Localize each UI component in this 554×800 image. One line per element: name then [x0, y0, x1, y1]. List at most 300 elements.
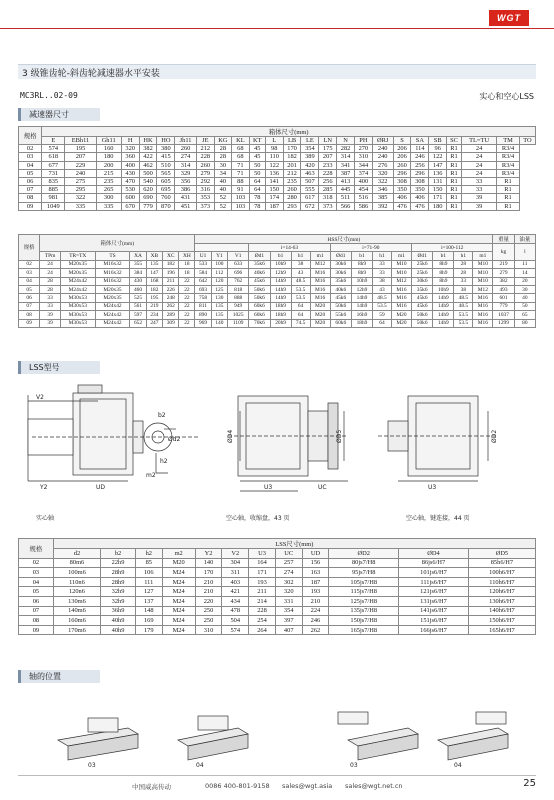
shaft-position-diagrams — [18, 690, 536, 770]
value-cell: 430 — [121, 169, 139, 177]
value-cell: 215 — [96, 169, 121, 177]
value-cell: 211 — [163, 277, 179, 285]
column-header: TO — [519, 137, 535, 145]
value-cell: 233 — [319, 161, 337, 169]
column-header: HO — [157, 137, 175, 145]
value-cell: 525 — [130, 294, 146, 302]
column-header: m1 — [310, 252, 330, 260]
value-cell: 100h6/H7 — [468, 568, 535, 578]
value-cell: 32h9 — [101, 596, 136, 606]
value-cell: 121js6/H7 — [399, 587, 469, 597]
value-cell: 652 — [130, 319, 146, 327]
value-cell: 406 — [393, 194, 411, 202]
value-cell: 14h9 — [270, 294, 291, 302]
value-cell: 64 — [249, 186, 265, 194]
value-cell: 130h6/H7 — [468, 596, 535, 606]
column-header: KT — [249, 137, 265, 145]
value-cell: 160 — [96, 145, 121, 153]
value-cell: 106 — [135, 568, 162, 578]
value-cell: 392 — [372, 202, 393, 210]
value-cell: 14h9 — [433, 311, 454, 319]
value-cell: 256 — [319, 177, 337, 185]
table-row — [19, 277, 536, 285]
value-cell: 40 — [214, 186, 231, 194]
value-cell: 605 — [157, 177, 175, 185]
label-d4: ØD4 — [227, 429, 234, 443]
value-cell: 74.5 — [291, 319, 310, 327]
column-header: b1 — [433, 252, 454, 260]
column-header: XA — [130, 252, 146, 260]
value-cell: 387 — [337, 169, 355, 177]
value-cell: 201 — [283, 161, 301, 169]
value-cell: 140m6 — [53, 606, 100, 616]
value-cell: 400 — [354, 177, 372, 185]
value-cell: 24 — [461, 145, 496, 153]
column-header: U1 — [195, 252, 211, 260]
value-cell: 98 — [265, 145, 283, 153]
value-cell: 20h9 — [270, 319, 291, 327]
column-header: XC — [163, 252, 179, 260]
value-cell: 163 — [302, 568, 329, 578]
value-cell: 870 — [157, 202, 175, 210]
value-cell: 248 — [163, 294, 179, 302]
value-cell: 110n6 — [53, 577, 100, 587]
value-cell: 53.5 — [454, 311, 473, 319]
value-cell: 151js6/H7 — [399, 616, 469, 626]
label-d2b: ØD2 — [491, 429, 498, 443]
value-cell: 584 — [195, 269, 211, 277]
value-cell: 309 — [163, 319, 179, 327]
value-cell: 38 — [454, 285, 473, 293]
value-cell: 274 — [275, 568, 302, 578]
value-cell: 182 — [163, 260, 179, 268]
value-cell: M24 — [162, 606, 195, 616]
value-cell: 695 — [157, 186, 175, 194]
value-cell: 182 — [283, 153, 301, 161]
value-cell: M24x42 — [95, 319, 130, 327]
value-cell: 14 — [514, 269, 535, 277]
value-cell: 586 — [354, 202, 372, 210]
value-cell: 103 — [231, 194, 249, 202]
value-cell: 24 — [461, 161, 496, 169]
value-cell: 88 — [231, 177, 249, 185]
column-header: N — [337, 137, 355, 145]
value-cell: 600 — [121, 194, 139, 202]
value-cell: 28h9 — [101, 568, 136, 578]
value-cell: 33 — [461, 177, 496, 185]
value-cell: M20 — [391, 311, 411, 319]
value-cell: 260 — [283, 186, 301, 194]
value-cell: 164 — [249, 558, 276, 568]
value-cell: 45k6 — [330, 294, 351, 302]
size-cell: 05 — [19, 285, 40, 293]
table-row — [19, 311, 536, 319]
label-v2: V2 — [36, 394, 44, 401]
value-cell: R1 — [447, 161, 462, 169]
value-cell: 52 — [214, 194, 231, 202]
value-cell: 28 — [40, 285, 61, 293]
value-cell: 33 — [40, 294, 61, 302]
value-cell: 33 — [40, 302, 61, 310]
value-cell: 413 — [337, 177, 355, 185]
value-cell: M20x35 — [60, 269, 95, 277]
value-cell: 454 — [354, 186, 372, 194]
caption-hollow-key: 空心轴，键连接，44 页 — [406, 515, 470, 522]
value-cell: 33 — [461, 186, 496, 194]
table-row — [19, 616, 536, 626]
value-cell: M30x53 — [60, 302, 95, 310]
column-header: E — [42, 137, 65, 145]
value-cell: 30 — [214, 161, 231, 169]
value-cell: 165js7/H8 — [329, 625, 399, 635]
value-cell: 618 — [42, 153, 65, 161]
value-cell: M16x32 — [95, 269, 130, 277]
value-cell: 156 — [302, 558, 329, 568]
value-cell: 200 — [96, 161, 121, 169]
value-cell: 210 — [195, 587, 222, 597]
footer-email-asia[interactable]: sales@wgt.asia — [282, 782, 333, 790]
column-header: JE — [196, 137, 214, 145]
value-cell: 40h9 — [101, 616, 136, 626]
value-cell: 10h9 — [270, 260, 291, 268]
size-cell: 02 — [19, 260, 40, 268]
column-header: ØRJ — [372, 137, 393, 145]
caption-solid-shaft: 实心轴 — [36, 515, 55, 522]
value-cell: 260 — [393, 161, 411, 169]
value-cell: 320 — [275, 587, 302, 597]
box-header: 箱体尺寸(mm) — [40, 235, 195, 252]
value-cell: 296 — [411, 169, 429, 177]
value-cell: 397 — [275, 616, 302, 626]
value-cell: 64 — [291, 302, 310, 310]
value-cell: 279 — [493, 269, 514, 277]
value-cell: 187 — [265, 202, 283, 210]
value-cell: 206 — [393, 145, 411, 153]
label-u3b: U3 — [428, 484, 437, 491]
value-cell: 211 — [249, 587, 276, 597]
value-cell: 147 — [146, 269, 162, 277]
value-cell: 103 — [231, 202, 249, 210]
column-header: Ød1 — [249, 252, 270, 260]
shaft-position-label-1: 03 — [88, 762, 96, 769]
value-cell: 50 — [249, 161, 265, 169]
value-cell: 285 — [319, 186, 337, 194]
value-cell: 140h6/H7 — [468, 606, 535, 616]
ratio-header-3: i=100-112 — [412, 244, 493, 252]
value-cell: 136 — [265, 169, 283, 177]
table-row — [19, 596, 536, 606]
value-cell: M24 — [162, 625, 195, 635]
value-cell: 50 — [249, 169, 265, 177]
page-number: 25 — [523, 778, 536, 789]
value-cell: R1 — [447, 153, 462, 161]
value-cell: 690 — [139, 194, 157, 202]
value-cell: 70k6 — [249, 319, 270, 327]
column-header: SB — [429, 137, 447, 145]
column-header: EBh11 — [65, 137, 96, 145]
value-cell: M24x42 — [95, 302, 130, 310]
column-header: m1 — [391, 252, 411, 260]
value-cell: 53.5 — [454, 319, 473, 327]
value-cell: M16 — [391, 302, 411, 310]
column-header: TL=TU — [461, 137, 496, 145]
table-row — [19, 260, 536, 268]
value-cell: M16 — [473, 302, 493, 310]
footer-rule — [18, 775, 536, 776]
value-cell: 476 — [411, 202, 429, 210]
column-header: LN — [319, 137, 337, 145]
value-cell: M16 — [310, 285, 330, 293]
value-cell: 360 — [121, 153, 139, 161]
value-cell: 510 — [157, 161, 175, 169]
value-cell: 265 — [96, 186, 121, 194]
column-header: ØD2 — [329, 549, 399, 559]
table-row — [19, 153, 536, 161]
size-cell: 04 — [19, 161, 42, 169]
value-cell: 169 — [135, 616, 162, 626]
value-cell: 835 — [42, 177, 65, 185]
value-cell: M20x35 — [60, 260, 95, 268]
column-header: U3 — [249, 549, 276, 559]
value-cell: 20 — [514, 277, 535, 285]
value-cell: 174 — [265, 194, 283, 202]
value-cell: 112 — [211, 269, 227, 277]
column-header: Jh11 — [175, 137, 197, 145]
size-cell: 09 — [19, 202, 42, 210]
value-cell: 28 — [40, 277, 61, 285]
value-cell: 131 — [429, 177, 447, 185]
value-cell: 561 — [130, 302, 146, 310]
value-cell: 48.5 — [454, 294, 473, 302]
value-cell: 969 — [195, 319, 211, 327]
value-cell: 890 — [195, 311, 211, 319]
value-cell: 981 — [42, 194, 65, 202]
value-cell: 8h9 — [351, 260, 372, 268]
value-cell: 228 — [249, 606, 276, 616]
column-header: XB — [146, 252, 162, 260]
value-cell: 374 — [354, 169, 372, 177]
lss-dimensions-table — [18, 538, 536, 635]
value-cell: 758 — [195, 294, 211, 302]
column-header: V2 — [222, 549, 249, 559]
value-cell: 65 — [514, 311, 535, 319]
value-cell: 293 — [283, 202, 301, 210]
value-cell: 275 — [65, 177, 96, 185]
housing-hss-dimensions-table — [18, 234, 536, 328]
value-cell: 219 — [493, 260, 514, 268]
value-cell: 22 — [179, 302, 195, 310]
value-cell: 885 — [42, 186, 65, 194]
value-cell: 50k6 — [412, 319, 433, 327]
value-cell: 180 — [96, 153, 121, 161]
value-cell: 760 — [157, 194, 175, 202]
value-cell: 493 — [493, 285, 514, 293]
value-cell: 254 — [249, 616, 276, 626]
value-cell: 182 — [146, 285, 162, 293]
value-cell: 373 — [319, 202, 337, 210]
value-cell: 310 — [354, 153, 372, 161]
value-cell: 28 — [454, 269, 473, 277]
value-cell: 28 — [454, 260, 473, 268]
table-row — [19, 558, 536, 568]
section-title-reducer-dimensions: 减速器尺寸 — [18, 108, 100, 121]
value-cell: 308 — [411, 177, 429, 185]
value-cell: M24x42 — [95, 311, 130, 319]
value-cell: 228 — [319, 169, 337, 177]
label-h2: h2 — [160, 458, 168, 465]
size-cell: 03 — [19, 269, 40, 277]
table-row — [19, 177, 536, 185]
column-header: SA — [411, 137, 429, 145]
column-header: h1 — [373, 252, 392, 260]
value-cell: 24 — [461, 153, 496, 161]
value-cell: 279 — [196, 169, 214, 177]
value-cell: 48.5 — [454, 302, 473, 310]
value-cell: M30x53 — [60, 319, 95, 327]
value-cell: 40k6 — [330, 285, 351, 293]
column-header: LB — [283, 137, 301, 145]
value-cell: M10 — [473, 269, 493, 277]
value-cell: 533 — [195, 260, 211, 268]
value-cell: 35k6 — [412, 285, 433, 293]
value-cell: 168 — [146, 277, 162, 285]
value-cell: 30k6 — [330, 260, 351, 268]
shaft-position-label-2: 04 — [196, 762, 204, 769]
value-cell: M12 — [473, 285, 493, 293]
column-header: S — [393, 137, 411, 145]
value-cell: 246 — [302, 616, 329, 626]
value-cell: 235 — [283, 177, 301, 185]
value-cell: 693 — [195, 285, 211, 293]
value-cell: 677 — [42, 161, 65, 169]
value-cell: 8h9 — [433, 277, 454, 285]
value-cell: 373 — [196, 202, 214, 210]
value-cell: 78 — [249, 202, 265, 210]
value-cell: 380 — [157, 145, 175, 153]
value-cell: 80js7/H8 — [329, 558, 399, 568]
value-cell: 18h9 — [270, 311, 291, 319]
size-header: 规格 — [19, 539, 54, 559]
value-cell: 400 — [121, 161, 139, 169]
value-cell: 105js7/H8 — [329, 577, 399, 587]
value-cell: 354 — [275, 606, 302, 616]
value-cell: 111 — [135, 577, 162, 587]
hss-header: HSS尺寸(mm) — [195, 235, 493, 244]
value-cell: 18 — [179, 260, 195, 268]
value-cell: 78 — [249, 194, 265, 202]
lss-diagrams — [18, 381, 536, 526]
value-cell: M24x42 — [60, 285, 95, 293]
value-cell: 40 — [214, 177, 231, 185]
value-cell: 476 — [393, 202, 411, 210]
value-cell: 14h9 — [433, 302, 454, 310]
value-cell: 335 — [96, 202, 121, 210]
value-cell: 22 — [179, 294, 195, 302]
value-cell: 18 — [179, 269, 195, 277]
value-cell: M16x32 — [95, 260, 130, 268]
value-cell: R1 — [447, 145, 462, 153]
label-u3a: U3 — [264, 484, 273, 491]
table-row — [19, 606, 536, 616]
value-cell: 331 — [275, 596, 302, 606]
value-cell: 135 — [146, 260, 162, 268]
value-cell: 462 — [139, 161, 157, 169]
value-cell: M24 — [162, 616, 195, 626]
value-cell: 779 — [139, 202, 157, 210]
value-cell: 30k6 — [330, 269, 351, 277]
value-cell: M10 — [473, 277, 493, 285]
value-cell: 39 — [461, 194, 496, 202]
size-header: 规格 — [19, 235, 40, 261]
value-cell: 125js7/H8 — [329, 596, 399, 606]
value-cell: 246 — [411, 153, 429, 161]
value-cell: 140 — [195, 558, 222, 568]
value-cell: 33 — [373, 260, 392, 268]
value-cell: 304 — [222, 558, 249, 568]
footer-company: 中国威高传动 — [132, 783, 171, 791]
footer-email-cn[interactable]: sales@wgt.net.cn — [345, 782, 403, 790]
value-cell: 260 — [196, 161, 214, 169]
value-cell: 160m6 — [53, 616, 100, 626]
column-header: UC — [275, 549, 302, 559]
value-cell: 131js6/H7 — [399, 596, 469, 606]
value-cell: 292 — [196, 177, 214, 185]
value-cell: 30k6 — [412, 277, 433, 285]
value-cell: 25k6 — [412, 269, 433, 277]
value-cell: 302 — [275, 577, 302, 587]
value-cell: 165h6/H7 — [468, 625, 535, 635]
size-cell: 04 — [19, 277, 40, 285]
table-row — [19, 568, 536, 578]
value-cell: 122 — [265, 161, 283, 169]
table-row — [19, 269, 536, 277]
value-cell: M20x35 — [95, 294, 130, 302]
value-cell: M16 — [391, 285, 411, 293]
column-header: TS — [95, 252, 130, 260]
value-cell: 219 — [146, 302, 162, 310]
value-cell: 33 — [454, 277, 473, 285]
value-cell: 574 — [42, 145, 65, 153]
value-cell: 14h9 — [270, 277, 291, 285]
value-cell: 228 — [196, 153, 214, 161]
value-cell: 407 — [275, 625, 302, 635]
value-cell: 30 — [514, 285, 535, 293]
value-cell: 1037 — [493, 311, 514, 319]
value-cell: 633 — [228, 260, 249, 268]
table-row — [19, 186, 536, 194]
column-header: b2 — [101, 549, 136, 559]
value-cell: 110 — [265, 153, 283, 161]
value-cell: M12 — [310, 260, 330, 268]
value-cell: 24 — [461, 169, 496, 177]
value-cell: 137 — [135, 596, 162, 606]
ratio-header-1: i=14-63 — [249, 244, 330, 252]
value-cell: 91 — [231, 186, 249, 194]
value-cell: 617 — [301, 194, 319, 202]
value-cell: 11 — [514, 260, 535, 268]
value-cell: 110h6/H7 — [468, 577, 535, 587]
value-cell: 316 — [196, 186, 214, 194]
value-cell: 120h6/H7 — [468, 587, 535, 597]
label-y2: Y2 — [40, 484, 48, 491]
value-cell: 530 — [121, 186, 139, 194]
value-cell: 12h9 — [270, 269, 291, 277]
value-cell: M16 — [473, 311, 493, 319]
value-cell: 125 — [211, 285, 227, 293]
value-cell: 1025 — [228, 311, 249, 319]
value-cell: 135 — [211, 311, 227, 319]
value-cell: 147 — [429, 161, 447, 169]
